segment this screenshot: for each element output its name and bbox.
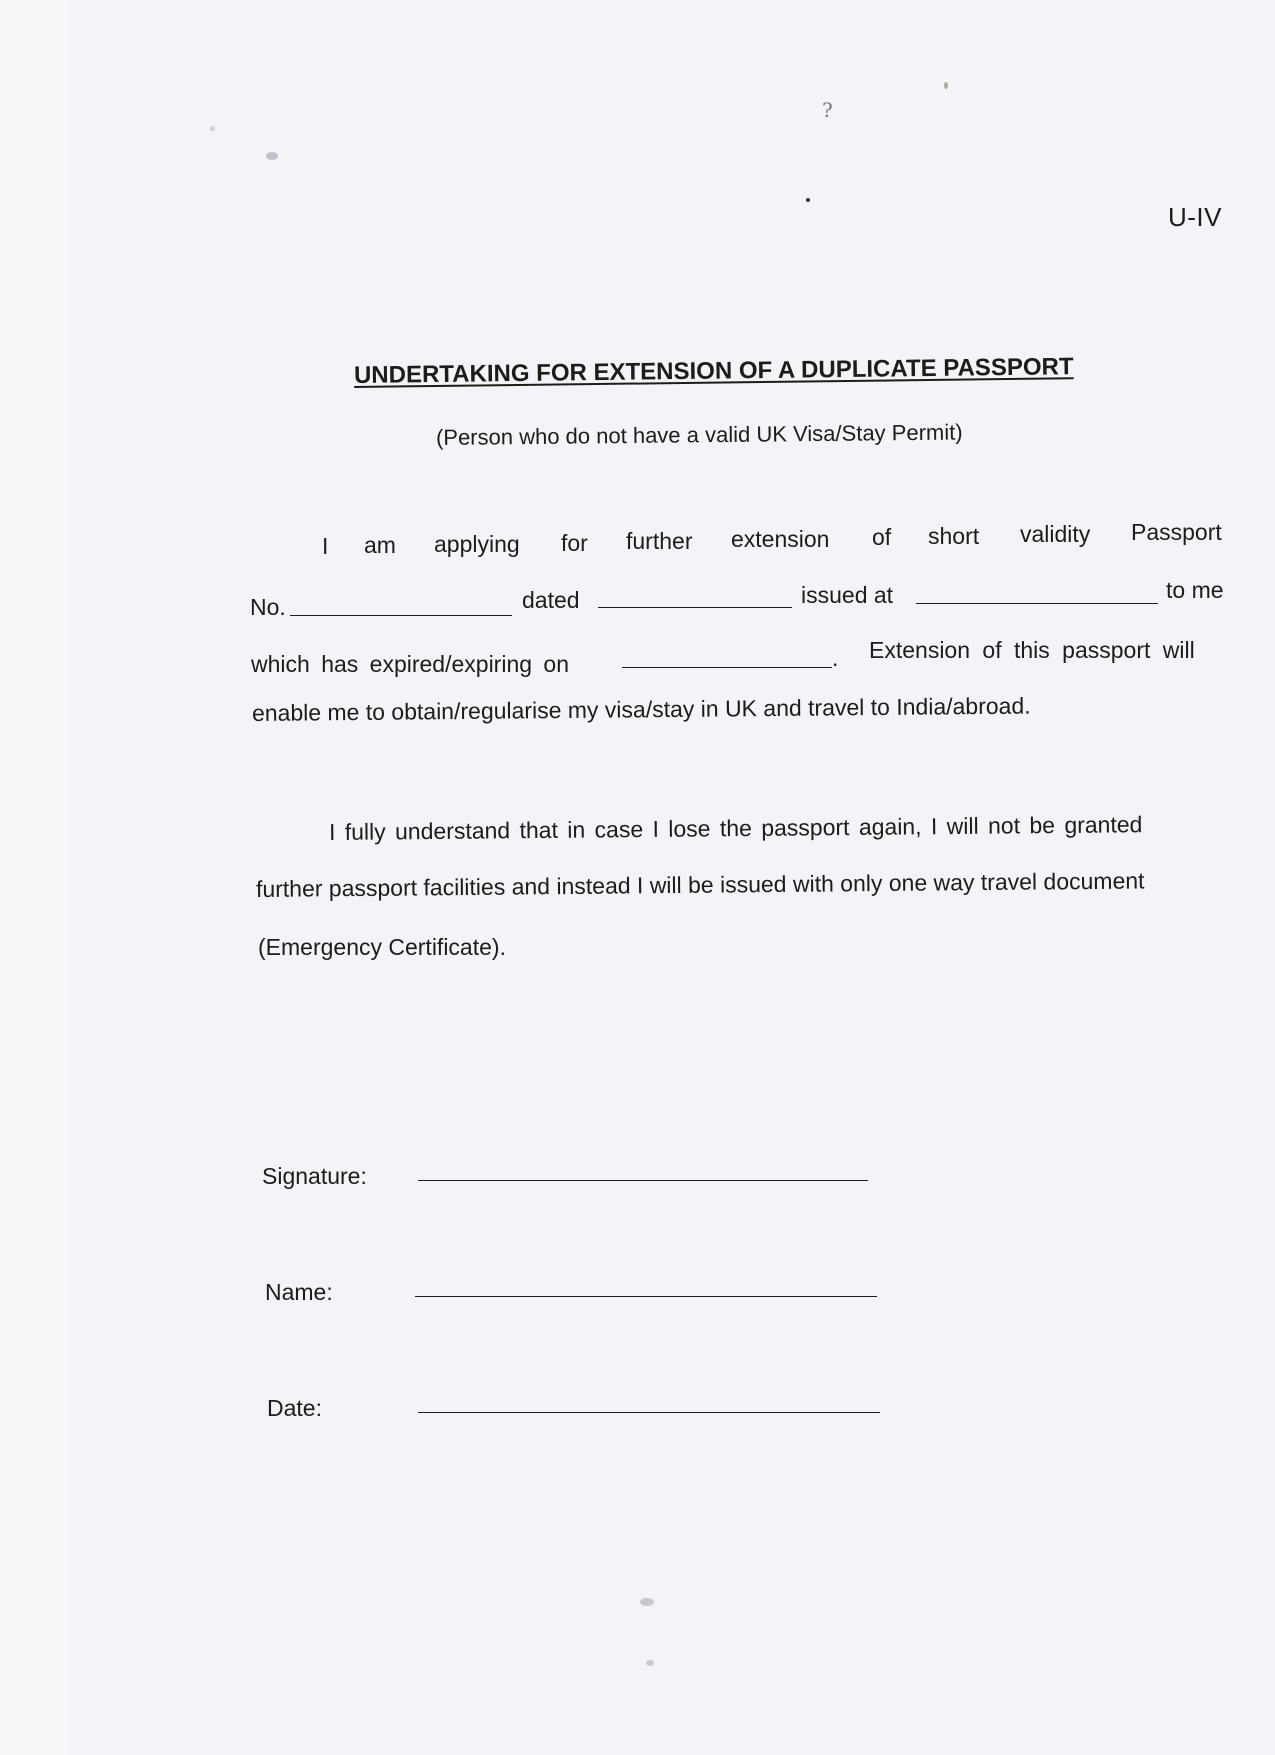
extension-text: Extension of this passport will — [869, 637, 1195, 663]
word: short — [928, 523, 980, 549]
expired-label: which has expired/expiring on — [251, 651, 570, 677]
form-code: U-IV — [1168, 202, 1222, 232]
scan-speck — [806, 198, 810, 202]
name-label: Name: — [265, 1279, 333, 1305]
scan-speck — [210, 126, 215, 131]
paragraph2-line3: (Emergency Certificate). — [258, 934, 506, 960]
stray-question-mark: ? — [822, 98, 833, 122]
dated-blank[interactable] — [598, 607, 792, 608]
period: . — [832, 645, 839, 671]
expiry-date-blank[interactable] — [622, 667, 832, 668]
word: am — [364, 532, 396, 558]
word: extension — [731, 526, 830, 552]
scan-margin — [0, 0, 68, 1755]
document-subtitle: (Person who do not have a valid UK Visa/Stay Permit) — [435, 419, 963, 450]
scan-speck — [944, 82, 948, 89]
passport-no-blank[interactable] — [290, 615, 512, 616]
date-label: Date: — [267, 1395, 322, 1421]
dated-label: dated — [522, 587, 580, 613]
word: of — [872, 524, 892, 550]
scan-speck — [646, 1660, 654, 1666]
word: Passport — [1131, 519, 1222, 545]
paragraph2-line2: further passport facilities and instead I will be issued with only one way travel document — [255, 867, 1145, 902]
name-blank[interactable] — [415, 1296, 877, 1297]
issued-at-blank[interactable] — [916, 603, 1158, 604]
document-title: UNDERTAKING FOR EXTENSION OF A DUPLICATE PASSPORT — [353, 353, 1074, 389]
word: validity — [1020, 521, 1091, 547]
issued-at-label: issued at — [801, 582, 894, 608]
word: further — [626, 528, 693, 554]
word: applying — [434, 531, 520, 557]
paragraph2-line1: I fully understand that in case I lose the passport again, I will not be granted — [328, 811, 1143, 845]
paragraph1-line4: enable me to obtain/regularise my visa/stay in UK and travel to India/abroad. — [251, 692, 1031, 726]
scan-speck — [266, 152, 278, 160]
word: I — [322, 533, 329, 559]
scan-speck — [640, 1598, 654, 1606]
to-me-text: to me — [1166, 577, 1224, 603]
signature-blank[interactable] — [418, 1180, 868, 1181]
signature-label: Signature: — [262, 1163, 367, 1189]
date-blank[interactable] — [418, 1412, 880, 1413]
word: for — [561, 530, 588, 556]
passport-no-label: No. — [250, 594, 286, 620]
